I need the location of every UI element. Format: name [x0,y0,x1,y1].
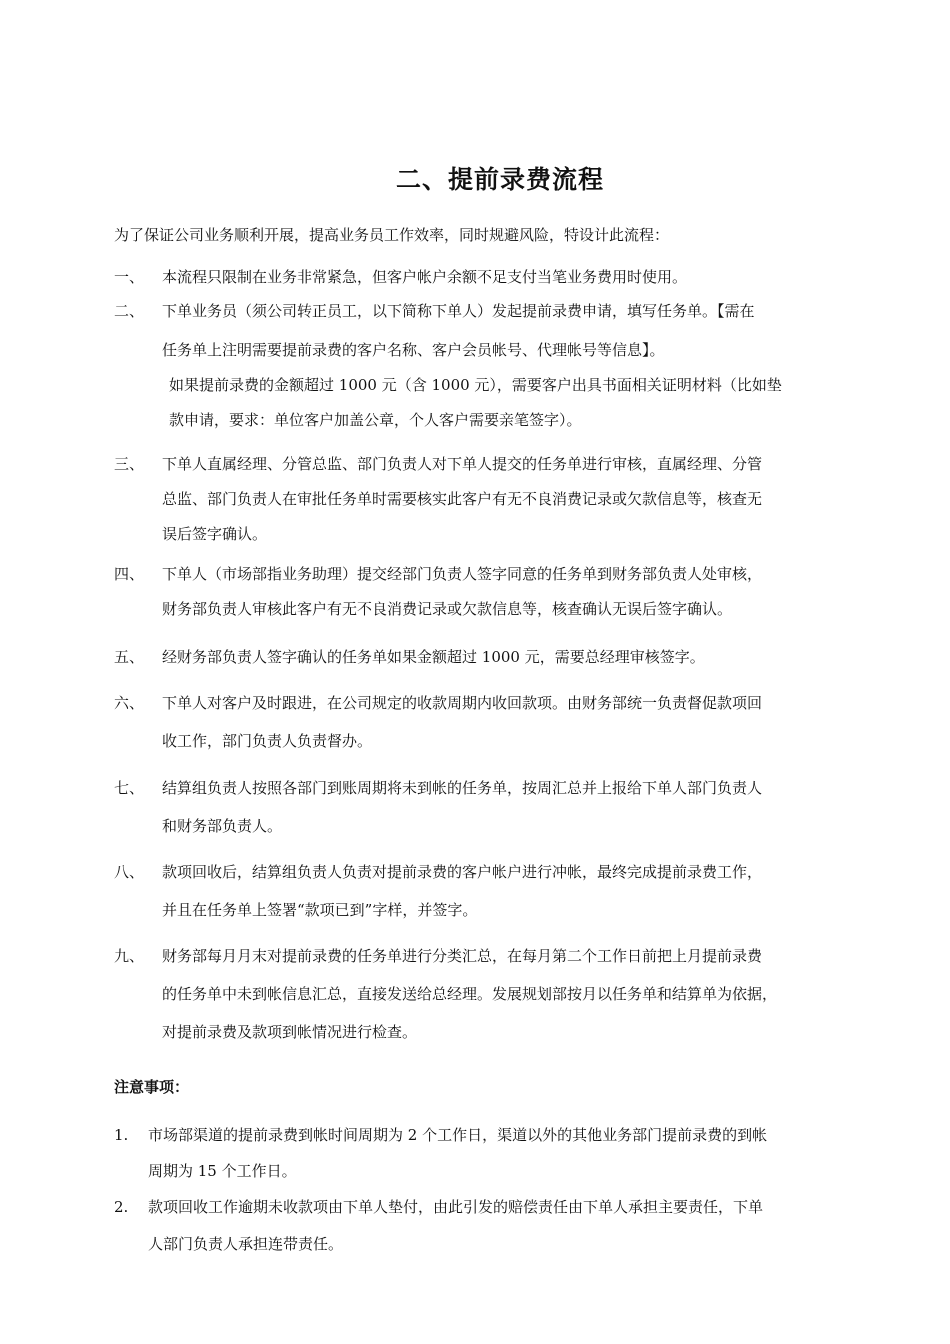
item-7-marker: 七、 [114,779,145,797]
item-1-line-1: 本流程只限制在业务非常紧急，但客户帐户余额不足支付当笔业务费用时使用。 [162,268,688,286]
item-2-sub-line-1: 如果提前录费的金额超过 1000 元（含 1000 元），需要客户出具书面相关证明材料（比如垫 [169,376,782,394]
note-1-line-1: 市场部渠道的提前录费到帐时间周期为 2 个工作日，渠道以外的其他业务部门提前录费的到帐 [148,1126,768,1144]
item-4-marker: 四、 [114,565,145,583]
item-7-line-2: 和财务部负责人。 [162,817,283,835]
item-2-line-1: 下单业务员（须公司转正员工，以下简称下单人）发起提前录费申请，填写任务单。【需在 [162,302,755,320]
item-6-line-1: 下单人对客户及时跟进，在公司规定的收款周期内收回款项。由财务部统一负责督促款项回 [162,694,763,712]
item-9-line-1: 财务部每月月末对提前录费的任务单进行分类汇总，在每月第二个工作日前把上月提前录费 [162,947,763,965]
item-2-marker: 二、 [114,302,145,320]
item-3-marker: 三、 [114,455,145,473]
item-5-marker: 五、 [114,648,145,666]
item-4-line-1: 下单人（市场部指业务助理）提交经部门负责人签字同意的任务单到财务部负责人处审核， [162,565,763,583]
note-1-marker: 1. [114,1126,129,1144]
note-2-line-2: 人部门负责人承担连带责任。 [148,1235,344,1253]
note-1-line-2: 周期为 15 个工作日。 [148,1162,297,1180]
item-3-line-1: 下单人直属经理、分管总监、部门负责人对下单人提交的任务单进行审核，直属经理、分管 [162,455,763,473]
item-8-marker: 八、 [114,863,145,881]
note-2-line-1: 款项回收工作逾期未收款项由下单人垫付，由此引发的赔偿责任由下单人承担主要责任，下单 [148,1198,764,1216]
item-9-line-3: 对提前录费及款项到帐情况进行检查。 [162,1023,418,1041]
item-6-marker: 六、 [114,694,145,712]
item-2-line-2: 任务单上注明需要提前录费的客户名称、客户会员帐号、代理帐号等信息】。 [162,341,665,359]
item-5-line-1: 经财务部负责人签字确认的任务单如果金额超过 1000 元，需要总经理审核签字。 [162,648,705,666]
item-3-line-3: 误后签字确认。 [162,525,268,543]
note-2-marker: 2. [114,1198,129,1216]
notes-heading: 注意事项： [114,1078,190,1096]
item-8-line-2: 并且在任务单上签署“款项已到”字样，并签字。 [162,901,478,919]
item-1-marker: 一、 [114,268,145,286]
item-6-line-2: 收工作，部门负责人负责督办。 [162,732,373,750]
item-3-line-2: 总监、部门负责人在审批任务单时需要核实此客户有无不良消费记录或欠款信息等，核查无 [162,490,763,508]
item-9-marker: 九、 [114,947,145,965]
page-title: 二、提前录费流程 [395,165,604,194]
item-7-line-1: 结算组负责人按照各部门到账周期将未到帐的任务单，按周汇总并上报给下单人部门负责人 [162,779,763,797]
item-4-line-2: 财务部负责人审核此客户有无不良消费记录或欠款信息等，核查确认无误后签字确认。 [162,600,733,618]
intro-paragraph: 为了保证公司业务顺利开展，提高业务员工作效率，同时规避风险，特设计此流程： [114,226,670,244]
item-8-line-1: 款项回收后，结算组负责人负责对提前录费的客户帐户进行冲帐，最终完成提前录费工作， [162,863,763,881]
item-9-line-2: 的任务单中未到帐信息汇总，直接发送给总经理。发展规划部按月以任务单和结算单为依据， [162,985,778,1003]
item-2-sub-line-2: 款申请，要求：单位客户加盖公章，个人客户需要亲笔签字）。 [169,411,582,429]
